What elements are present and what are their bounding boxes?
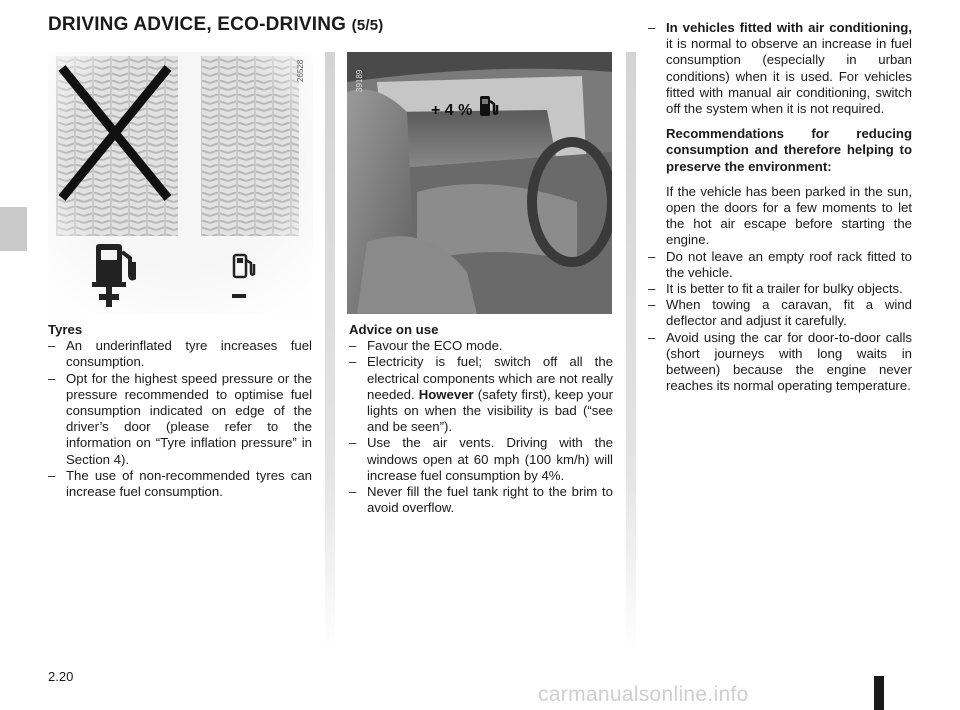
list-item: – Never fill the fuel tank right to the brim to avoid overflow.: [349, 484, 613, 516]
list-item: – Use the air vents. Driving with the windows open at 60 mph (100 km/h) will increase fuel consumption by 4%.: [349, 435, 613, 484]
ac-list: [648, 20, 912, 117]
watermark: carmanualsonline.info: [538, 683, 749, 706]
figure-number: 26528: [296, 59, 305, 82]
list-item: – An underinflated tyre increases fuel consumption.: [48, 338, 312, 370]
page-title: [48, 14, 384, 36]
section-heading-advice: Advice on use: [349, 322, 439, 337]
list-item-emphasis: However: [418, 386, 474, 402]
list-item: – Favour the ECO mode.: [349, 338, 613, 354]
list-item: – Do not leave an empty roof rack fitted to the vehicle.: [648, 249, 912, 281]
corner-mark: [874, 676, 884, 710]
list-item: – When towing a caravan, fit a wind deflector and adjust it carefully.: [648, 297, 912, 329]
column-divider-1: [325, 52, 335, 652]
page-number: 2.20: [48, 669, 74, 684]
title-suffix: (5/5): [351, 17, 384, 34]
list-item-emphasis: In vehicles fitted with air conditioning,: [666, 20, 912, 35]
advice-list: [349, 338, 613, 516]
car-interior-drawing: [347, 52, 612, 314]
section-side-tab: [0, 207, 27, 251]
recommendations-heading: Recommendations for reducing consumption and therefore helping to preserve the environment:: [666, 126, 912, 174]
list-item: [349, 354, 613, 435]
tyre-drawing: [48, 52, 313, 314]
section-heading-tyres: Tyres: [48, 322, 83, 337]
column-tyres: [48, 322, 312, 500]
list-item-text: it is normal to observe an increase in fuel consumption (especially in urban conditions) when it is used. For vehicles fitted with manual air conditioning, switch off the system when it is not required.: [666, 36, 912, 117]
fuel-increase-label: + 4 %: [431, 102, 473, 119]
recommendations-list: [648, 249, 912, 395]
title-text: DRIVING ADVICE, ECO-DRIVING: [48, 14, 347, 35]
figure-number-interior: 39189: [355, 69, 364, 92]
tyres-list: [48, 338, 312, 500]
list-item-text: Electricity is fuel; switch off all the electrical components which are not really needed.: [367, 354, 613, 402]
car-interior-illustration: [347, 52, 612, 314]
column-air-conditioning: [648, 20, 912, 394]
list-item-text: (safety first), keep your lights on when the visibility is bad (“see and be seen”).: [367, 386, 613, 435]
column-advice: [349, 322, 613, 516]
parked-sun-paragraph: If the vehicle has been parked in the sun, open the doors for a few moments to let the hot air escape before starting the engine.: [666, 183, 912, 248]
list-item: – The use of non-recommended tyres can increase fuel consumption.: [48, 468, 312, 500]
list-item: – Opt for the highest speed pressure or the pressure recommended to optimise fuel consumption indicated on edge of the driver’s door (please refer to the information on “Tyre inflation pressure” in Section 4).: [48, 371, 312, 468]
tyre-illustration: [48, 52, 313, 314]
minus-sign-icon: [232, 294, 246, 298]
list-item: – It is better to fit a trailer for bulky objects.: [648, 281, 912, 297]
column-divider-2: [626, 52, 636, 652]
list-item: [648, 20, 912, 117]
list-item: – Avoid using the car for door-to-door calls (short journeys with long waits in between) because the engine never reaches its normal operating temperature.: [648, 330, 912, 395]
